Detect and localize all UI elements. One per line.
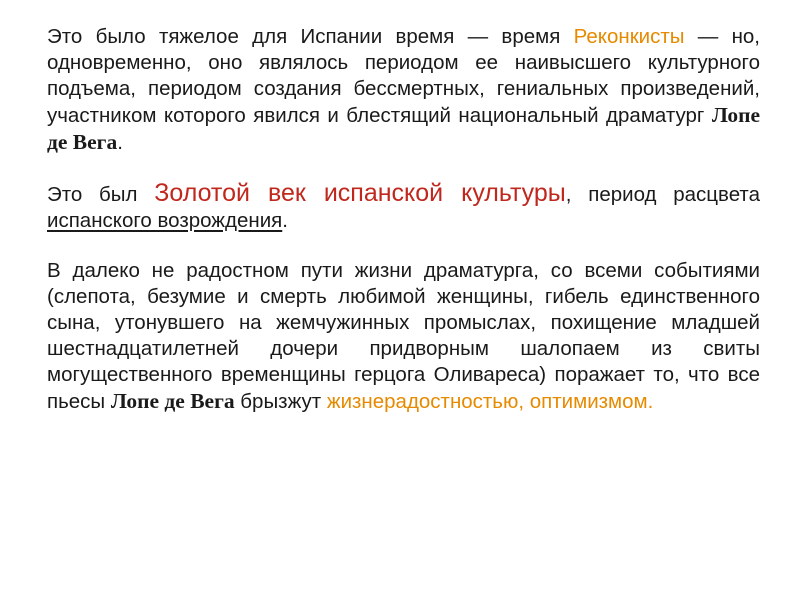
reconquista-highlight: Реконкисты xyxy=(573,25,685,48)
paragraph-text: . xyxy=(282,209,288,232)
paragraph-life-events xyxy=(47,258,760,415)
golden-age-highlight: Золотой век испанской культуры xyxy=(154,179,566,207)
paragraph-text: брызжут xyxy=(234,390,327,413)
paragraph-text: , период расцвета xyxy=(565,183,760,206)
optimism-highlight: жизнерадостностью, оптимизмом. xyxy=(326,390,654,413)
spanish-renaissance-underlined: испанского возрождения xyxy=(47,209,283,232)
paragraph-golden-age xyxy=(47,180,760,234)
paragraph-text: Это был xyxy=(47,183,155,206)
paragraph-text: В далеко не радостном пути жизни драматурга, со всеми событиями (слепота, безумие и смерть любимой женщины, гибель единственного сына, утонувшего на жемчужинных промыслах, похищение младшей шестнадцатилетней дочери придворным шалопаем из свиты могущественного временщины герцога Оливареса) поражает то, что все пьесы xyxy=(47,259,760,413)
paragraph-text: — но, одновременно, оно являлось периодом ее наивысшего культурного подъема, периодом создания бессмертных, гениальных произведений, участником которого явился и блестящий национальный драматург xyxy=(47,25,760,127)
paragraph-text: Это было тяжелое для Испании время — время xyxy=(47,25,574,48)
paragraph-reconquista xyxy=(47,24,760,156)
lope-de-vega-name: Лопе де Вега xyxy=(110,389,235,413)
paragraph-text: . xyxy=(117,131,123,154)
lope-de-vega-name: Лопе де Вега xyxy=(47,103,760,154)
